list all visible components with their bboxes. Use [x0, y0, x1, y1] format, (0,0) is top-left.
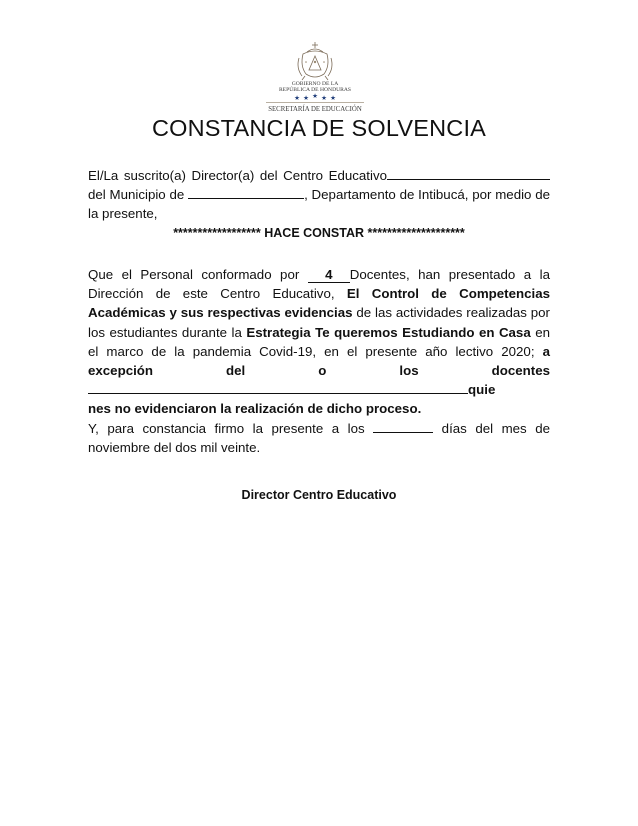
signature-label: Director Centro Educativo	[241, 488, 397, 502]
intro-text-1: El/La suscrito(a) Director(a) del Centro Educativo	[88, 168, 387, 183]
main-text-1: Que el Personal conformado por	[88, 267, 300, 282]
main-bold-4a: quie	[468, 382, 496, 398]
hace-constar-text: HACE CONSTAR	[264, 226, 365, 240]
blank-municipio[interactable]	[188, 185, 304, 199]
main-text-2: Docentes, han presentado a la Dirección de este Centro Educativo,	[88, 267, 550, 302]
government-seal-logo	[258, 38, 372, 116]
seal-line3: SECRETARÍA DE EDUCACIÓN	[268, 106, 362, 113]
svg-text:★: ★	[303, 94, 309, 102]
main-text-3: de las actividades realizadas por los estudiantes durante la	[88, 305, 550, 340]
main-bold-3: a excepción del o los docentes	[88, 343, 550, 379]
closing-text-1: Y, para constancia firmo la presente a los	[88, 421, 365, 436]
stars-right: ********************	[367, 226, 465, 240]
docentes-count[interactable]: 4	[308, 268, 350, 283]
stars-left: ******************	[173, 226, 261, 240]
closing-text-2: días del mes de noviembre del dos mil veinte.	[88, 421, 550, 456]
svg-text:★: ★	[330, 94, 336, 102]
seal-line1: GOBIERNO DE LA	[291, 81, 339, 87]
blank-dias[interactable]	[373, 419, 433, 433]
hace-constar-heading	[0, 226, 638, 240]
svg-text:★: ★	[321, 94, 327, 102]
seal-emblem-icon	[258, 38, 372, 116]
blank-docentes-names[interactable]	[88, 380, 468, 394]
svg-text:★: ★	[294, 94, 300, 102]
document-title: CONSTANCIA DE SOLVENCIA	[151, 115, 487, 141]
intro-text-3: , Departamento de Intibucá, por medio de la presente,	[88, 187, 551, 222]
paragraph-closing	[88, 419, 550, 457]
blank-centro-educativo[interactable]	[387, 166, 550, 180]
main-bold-4b: nes no evidenciaron la realización de dicho proceso.	[88, 401, 422, 417]
paragraph-intro	[88, 166, 550, 224]
main-bold-1: El Control de Competencias Académicas y sus respectivas evidencias	[88, 286, 550, 321]
intro-text-2: del Municipio de	[88, 187, 185, 203]
svg-text:★: ★	[312, 92, 318, 100]
main-bold-2: Estrategia Te queremos Estudiando en Casa	[246, 324, 531, 340]
paragraph-main	[88, 265, 550, 419]
main-text-4: en el marco de la pandemia Covid-19, en el presente año lectivo 2020;	[88, 324, 550, 359]
seal-line2: REPÚBLICA DE HONDURAS	[278, 87, 352, 93]
